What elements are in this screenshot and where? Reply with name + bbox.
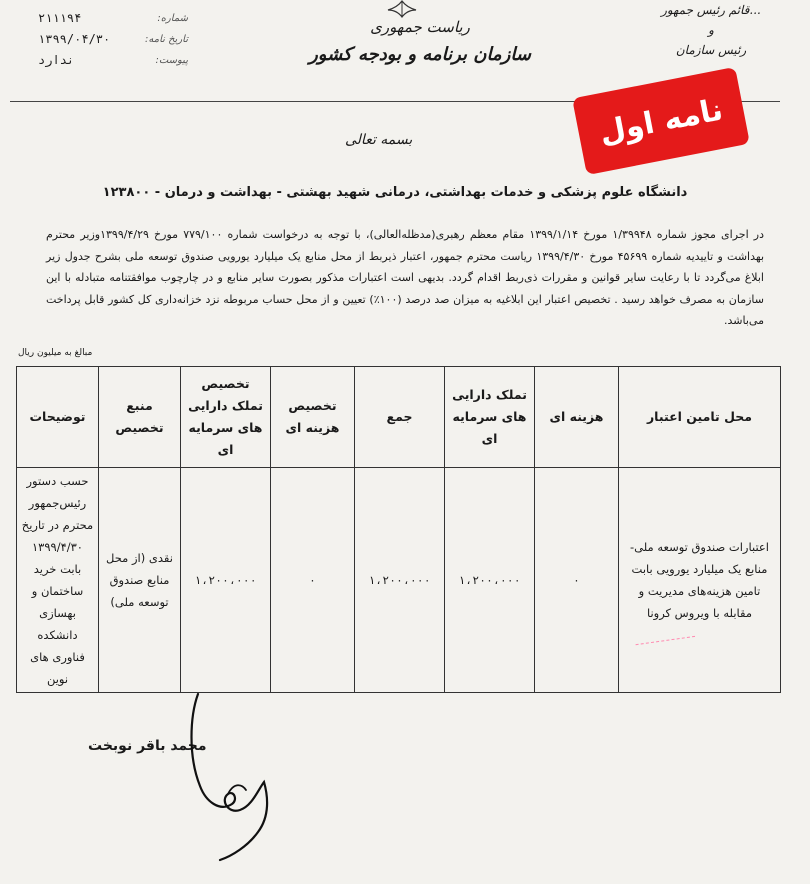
cell-current: ۰ — [535, 468, 619, 693]
col-header-notes: توضیحات — [17, 367, 99, 468]
meta-date-value: ۱۳۹۹/۰۴/۳۰ — [38, 32, 111, 46]
signature — [176, 686, 296, 870]
cell-alloc-capital: ۱،۲۰۰،۰۰۰ — [181, 468, 271, 693]
table-header-row — [17, 367, 781, 468]
letter-body: در اجرای مجوز شماره ۱/۳۹۹۴۸ مورخ ۱۳۹۹/۱/۱۴ مقام معظم رهبری(مدظله‌العالی)، با توجه به درخواست شماره ۷۷۹/۱۰۰ مورخ ۱۳۹۹/۴/۲۹وزیر محترم بهداشت و تاییدیه شماره ۴۵۶۹۹ مورخ ۱۳۹۹/۴/۳۰ ریاست محترم جمهور، اعتبار ذیربط از محل منابع یک میلیارد یورویی صندوق توسعه ملی بشرح جدول زیر ابلاغ می‌گردد تا با رعایت سایر قوانین و مقررات ذی‌ربط اقدام گردد. بدیهی است اعتبارات مذکور بصورت سایر منابع و در چارچوب موافقتنامه متبادله با این سازمان به مصرف خواهد رسید . تخصیص اعتبار این ابلاغیه به میزان صد درصد (۱۰۰٪) تعیین و از محل حساب مربوطه نزد خزانه‌داری کل کشور قابل پرداخت می‌باشد. — [46, 228, 765, 327]
cell-total: ۱،۲۰۰،۰۰۰ — [355, 468, 445, 693]
col-header-alloc-source: منبع تخصیص — [99, 367, 181, 468]
col-header-current: هزینه ای — [535, 367, 619, 468]
col-header-source: محل تامین اعتبار — [619, 367, 781, 468]
letterhead — [300, 18, 540, 65]
cell-alloc-source: نقدی (از محل منابع صندوق توسعه ملی) — [99, 468, 181, 693]
table-row — [17, 468, 781, 693]
meta-attachment-value: ندارد — [38, 53, 75, 67]
bismillah: بسمه تعالی — [345, 132, 413, 148]
meta-number-label: شماره: — [157, 13, 188, 24]
cell-alloc-current: ۰ — [271, 468, 355, 693]
cell-capital: ۱،۲۰۰،۰۰۰ — [445, 468, 535, 693]
signer-name: محمد باقر نوبخت — [88, 738, 207, 754]
col-header-alloc-capital: تخصیص تملک دارایی های سرمایه ای — [181, 367, 271, 468]
recipient-note-line3: رئیس سازمان — [675, 43, 747, 57]
presidency-title: ریاست جمهوری — [370, 18, 470, 36]
stamp-label: نامه اول — [596, 91, 726, 151]
letter-meta — [38, 8, 188, 71]
meta-date-label: تاریخ نامه: — [145, 34, 188, 45]
cell-source: اعتبارات صندوق توسعه ملی- منابع یک میلیارد یورویی بابت تامین هزینه‌های مدیریت و مقابله با ویروس کرونا — [619, 468, 781, 693]
meta-attachment-row — [38, 50, 188, 71]
col-header-alloc-current: تخصیص هزینه ای — [271, 367, 355, 468]
meta-number-value: ۲۱۱۱۹۴ — [38, 11, 82, 25]
amount-unit-note: مبالغ به میلیون ریال — [18, 348, 93, 358]
recipient-note — [636, 0, 786, 60]
cell-notes: حسب دستور رئیس‌جمهور محترم در تاریخ ۱۳۹۹/۴/۳۰ بابت خرید ساختمان و بهسازی دانشکده فناوری های نوین — [17, 468, 99, 693]
meta-number-row — [38, 8, 188, 29]
meta-date-row — [38, 29, 188, 50]
meta-attachment-label: پیوست: — [155, 55, 188, 66]
col-header-capital: تملک دارایی های سرمایه ای — [445, 367, 535, 468]
recipient-note-line2: و — [708, 23, 714, 37]
recipient-note-line1: ...قائم رئیس جمهور — [661, 3, 761, 17]
col-header-total: جمع — [355, 367, 445, 468]
organization-title: سازمان برنامه و بودجه کشور — [309, 44, 531, 65]
addressee: دانشگاه علوم پزشکی و خدمات بهداشتی، درمانی شهید بهشتی - بهداشت و درمان - ۱۲۳۸۰۰ — [102, 185, 688, 200]
first-letter-stamp — [572, 67, 750, 175]
